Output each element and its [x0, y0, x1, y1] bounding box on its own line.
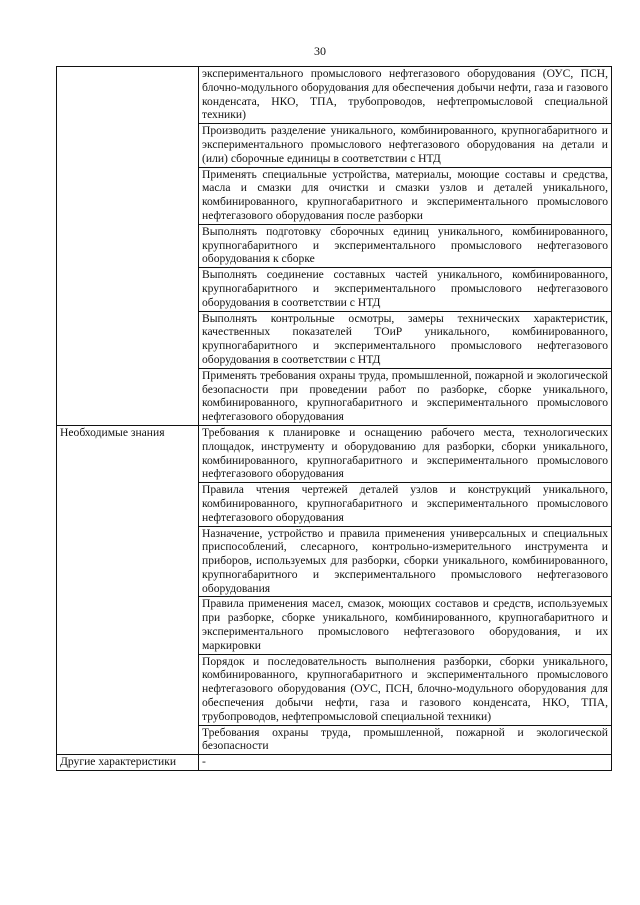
table-row [57, 526, 612, 597]
row-label [57, 124, 199, 167]
table-row [57, 755, 612, 771]
row-text: Назначение, устройство и правила применения универсальных и специальных приспособлений, слесарного, контрольно-измерительного инструмента и приборов, используемых для разборки, сборки уникального, комбинированного, крупногабаритного и экспериментального промыслового нефтегазового оборудования [199, 526, 612, 597]
row-text: Выполнять подготовку сборочных единиц уникального, комбинированного, крупногабаритного и экспериментального промыслового нефтегазового оборудования к сборке [199, 224, 612, 267]
row-text: Применять специальные устройства, материалы, моющие составы и средства, масла и смазки для очистки и смазки узлов и деталей уникального, комбинированного, крупногабаритного и экспериментального промыслового нефтегазового оборудования после разборки [199, 167, 612, 224]
section-label-other: Другие характеристики [57, 755, 199, 771]
row-text: Правила применения масел, смазок, моющих составов и средств, используемых при разборке, сборке уникального, комбинированного, крупногабаритного и экспериментального промыслового нефтегазового оборудования, и их маркировки [199, 597, 612, 654]
row-label [57, 268, 199, 311]
requirements-table [56, 66, 612, 771]
row-text: Выполнять контрольные осмотры, замеры технических характеристик, качественных показателей ТОиР уникального, комбинированного, крупногабаритного и экспериментального промыслового нефтегазового оборудования в соответствии с НТД [199, 311, 612, 368]
section-label-knowledge: Необходимые знания [57, 425, 199, 482]
row-label [57, 725, 199, 755]
row-label [57, 654, 199, 725]
row-text: Порядок и последовательность выполнения разборки, сборки уникального, комбинированного, крупногабаритного и экспериментального промыслового нефтегазового оборудования (ОУС, ПСН, блочно-модульного оборудования для обеспечения добычи нефти, газа и газового конденсата, НКО, ТПА, трубопроводов, нефтепромысловой специальной техники) [199, 654, 612, 725]
table-row [57, 368, 612, 425]
row-label [57, 597, 199, 654]
row-label [57, 368, 199, 425]
table-row [57, 167, 612, 224]
row-label [57, 224, 199, 267]
row-text: экспериментального промыслового нефтегазового оборудования (ОУС, ПСН, блочно-модульного оборудования для обеспечения добычи нефти, газа и газового конденсата, НКО, ТПА, трубопроводов, нефтепромысловой специальной техники) [199, 67, 612, 124]
row-text: Требования к планировке и оснащению рабочего места, технологических площадок, инструменту и оборудованию для разборки, сборки уникального, комбинированного, крупногабаритного и экспериментального промыслового нефтегазового оборудования [199, 425, 612, 482]
row-label [57, 311, 199, 368]
page-number: 30 [314, 44, 326, 58]
row-text: Применять требования охраны труда, промышленной, пожарной и экологической безопасности при проведении работ по разборке, сборке уникального, комбинированного, крупногабаритного и экспериментального промыслового нефтегазового оборудования [199, 368, 612, 425]
row-label [57, 67, 199, 124]
row-label [57, 526, 199, 597]
table-row [57, 311, 612, 368]
table-row [57, 268, 612, 311]
row-text: Выполнять соединение составных частей уникального, комбинированного, крупногабаритного и экспериментального промыслового нефтегазового оборудования в соответствии с НТД [199, 268, 612, 311]
table-row [57, 124, 612, 167]
row-label [57, 483, 199, 526]
table-row [57, 483, 612, 526]
table-row [57, 224, 612, 267]
row-label [57, 167, 199, 224]
table-row [57, 654, 612, 725]
row-text: Требования охраны труда, промышленной, пожарной и экологической безопасности [199, 725, 612, 755]
table-row [57, 725, 612, 755]
table-row [57, 67, 612, 124]
row-text: - [199, 755, 612, 771]
table-row [57, 425, 612, 482]
row-text: Правила чтения чертежей деталей узлов и конструкций уникального, комбинированного, крупногабаритного и экспериментального промыслового нефтегазового оборудования [199, 483, 612, 526]
row-text: Производить разделение уникального, комбинированного, крупногабаритного и экспериментального промыслового нефтегазового оборудования на детали и (или) сборочные единицы в соответствии с НТД [199, 124, 612, 167]
table-row [57, 597, 612, 654]
